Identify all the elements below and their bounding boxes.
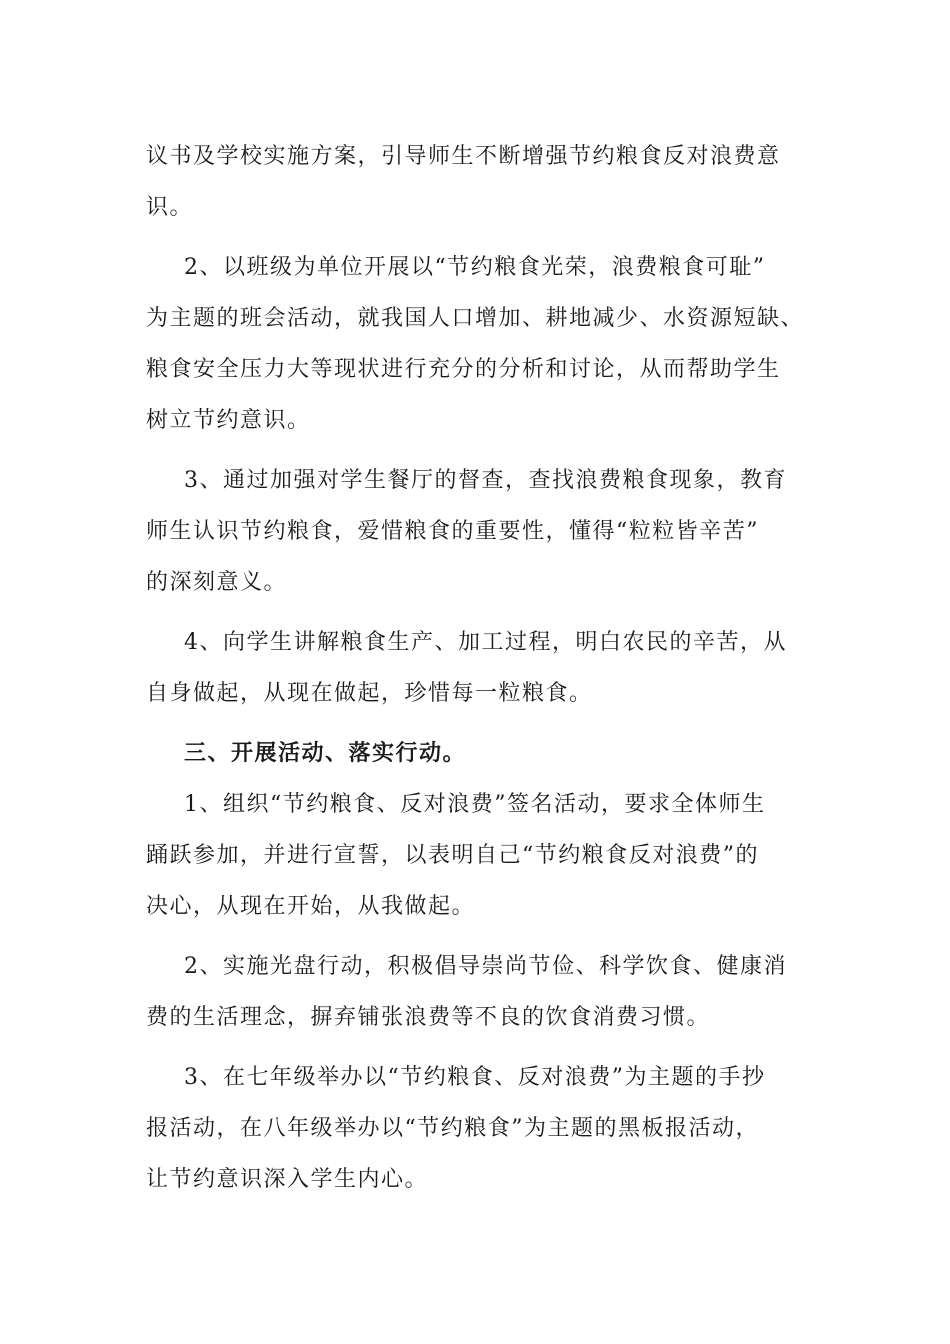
paragraph-activity-3 — [146, 1052, 806, 1205]
text-line: 决心，从现在开始，从我做起。 — [146, 894, 476, 919]
paragraph-continuation — [146, 131, 806, 233]
paragraph-item-4 — [146, 617, 806, 719]
text-line: 师生认识节约粮食，爱惜粮食的重要性，懂得“粒粒皆辛苦” — [146, 519, 759, 544]
text-line: 的深刻意义。 — [146, 570, 288, 595]
paragraph-item-2 — [146, 242, 806, 446]
text-line: 为主题的班会活动，就我国人口增加、耕地减少、水资源短缺、 — [146, 306, 805, 331]
text-line: 让节约意识深入学生内心。 — [146, 1167, 429, 1192]
text-line: 1、组织“节约粮食、反对浪费”签名活动，要求全体师生 — [184, 792, 766, 817]
text-line: 树立节约意识。 — [146, 408, 311, 433]
text-line: 踊跃参加，并进行宣誓，以表明自己“节约粮食反对浪费”的 — [146, 843, 759, 868]
text-line: 费的生活理念，摒弃铺张浪费等不良的饮食消费习惯。 — [146, 1005, 711, 1030]
text-line: 3、在七年级举办以“节约粮食、反对浪费”为主题的手抄 — [184, 1065, 766, 1090]
text-line: 报活动，在八年级举办以“节约粮食”为主题的黑板报活动， — [146, 1116, 759, 1141]
text-line: 4、向学生讲解粮食生产、加工过程，明白农民的辛苦，从 — [184, 630, 787, 655]
text-line: 2、实施光盘行动，积极倡导崇尚节俭、科学饮食、健康消 — [184, 954, 787, 979]
section-heading: 三、开展活动、落实行动。 — [184, 741, 467, 766]
text-line: 2、以班级为单位开展以“节约粮食光荣，浪费粮食可耻” — [184, 255, 766, 280]
text-line: 粮食安全压力大等现状进行充分的分析和讨论，从而帮助学生 — [146, 357, 781, 382]
paragraph-activity-1 — [146, 779, 806, 932]
text-line: 自身做起，从现在做起，珍惜每一粒粮食。 — [146, 681, 593, 706]
text-line: 识。 — [146, 195, 194, 220]
paragraph-item-3 — [146, 455, 806, 608]
paragraph-activity-2 — [146, 941, 806, 1043]
document-body — [146, 131, 806, 1205]
text-line: 议书及学校实施方案，引导师生不断增强节约粮食反对浪费意 — [146, 144, 781, 169]
text-line: 3、通过加强对学生餐厅的督查，查找浪费粮食现象，教育 — [184, 468, 787, 493]
